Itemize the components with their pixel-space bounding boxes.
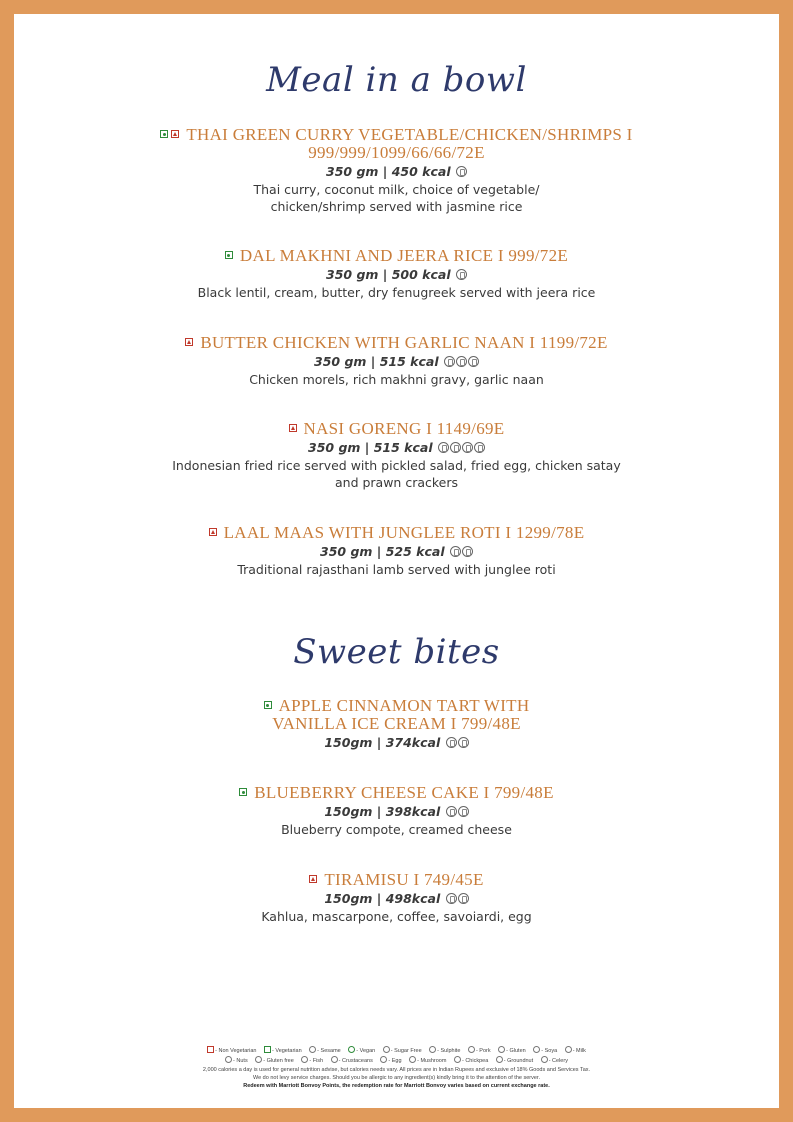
item-description: Blueberry compote, creamed cheese (281, 822, 512, 837)
diet-marks (264, 697, 275, 715)
item-meta: 150gm | 398kcal (14, 803, 779, 820)
item-meta: 350 gm | 450 kcal (14, 163, 779, 180)
section-title: Sweet bites (293, 632, 500, 672)
item-description: Kahlua, mascarpone, coffee, savoiardi, egg (261, 909, 532, 924)
item-meta: 350 gm | 525 kcal (14, 543, 779, 560)
milk-icon (565, 1046, 572, 1053)
sesame-icon (309, 1046, 316, 1053)
gluten-icon (446, 893, 457, 904)
milk-icon (446, 737, 457, 748)
item-description: Traditional rajasthani lamb served with junglee roti (237, 562, 556, 577)
menu-item (14, 784, 779, 838)
item-description: Thai curry, coconut milk, choice of vegetable/ chicken/shrimp served with jasmine rice (253, 182, 540, 214)
fish-icon (301, 1056, 308, 1063)
nonveg-icon (185, 338, 193, 346)
diet-marks (209, 524, 220, 542)
item-description: Chicken morels, rich makhni gravy, garlic naan (249, 372, 544, 387)
item-title: LAAL MAAS WITH JUNGLEE ROTI I 1299/78E (14, 524, 779, 542)
item-title: APPLE CINNAMON TART WITH VANILLA ICE CREAM I 799/48E (14, 697, 779, 733)
nonveg-icon (309, 875, 317, 883)
vegan-icon (348, 1046, 355, 1053)
egg-icon (380, 1056, 387, 1063)
chickpea-icon (454, 1056, 461, 1063)
nuts-icon (225, 1056, 232, 1063)
item-meta: 350 gm | 500 kcal (14, 266, 779, 283)
item-meta: 150gm | 374kcal (14, 734, 779, 751)
menu-item (14, 334, 779, 388)
veg-icon (225, 251, 233, 259)
item-title: THAI GREEN CURRY VEGETABLE/CHICKEN/SHRIMPS I 999/999/1099/66/66/72E (14, 126, 779, 162)
nonveg-icon (209, 528, 217, 536)
veg-icon (239, 788, 247, 796)
diet-marks (225, 247, 236, 265)
gluten-icon (450, 442, 461, 453)
celery-icon (541, 1056, 548, 1063)
menu-item (14, 871, 779, 925)
item-meta: 150gm | 498kcal (14, 890, 779, 907)
veg-icon (264, 1046, 271, 1053)
diet-marks (239, 784, 250, 802)
soya-icon (462, 442, 473, 453)
item-meta: 350 gm | 515 kcal (14, 353, 779, 370)
nuts-icon (468, 356, 479, 367)
menu-item (14, 420, 779, 491)
diet-marks (185, 334, 196, 352)
soya-icon (533, 1046, 540, 1053)
sulphite-icon (429, 1046, 436, 1053)
item-title: BUTTER CHICKEN WITH GARLIC NAAN I 1199/72E (14, 334, 779, 352)
veg-icon (264, 701, 272, 709)
menu-page (14, 14, 779, 1108)
footer-note: We do not levy service charges. Should you be allergic to any ingredient(s) kindly bring it to the attention of the server. (253, 1075, 540, 1081)
egg-icon (474, 442, 485, 453)
item-title: BLUEBERRY CHEESE CAKE I 799/48E (14, 784, 779, 802)
nonveg-icon (207, 1046, 214, 1053)
gluten-icon (462, 546, 473, 557)
redeem-note: Redeem with Marriott Bonvoy Points, the redemption rate for Marriott Bonvoy varies based on current exchange rate. (243, 1083, 550, 1089)
diet-marks (289, 420, 300, 438)
menu-item (14, 247, 779, 301)
diet-marks (160, 126, 182, 144)
item-title: DAL MAKHNI AND JEERA RICE I 999/72E (14, 247, 779, 265)
gluten-free-icon (255, 1056, 262, 1063)
fish-icon (456, 166, 467, 177)
gluten-icon (456, 356, 467, 367)
item-title: TIRAMISU I 749/45E (14, 871, 779, 889)
crustaceans-icon (331, 1056, 338, 1063)
milk-icon (444, 356, 455, 367)
nonveg-icon (171, 130, 179, 138)
item-description: Indonesian fried rice served with pickled salad, fried egg, chicken satay and prawn crackers (172, 458, 621, 490)
menu-item (14, 524, 779, 578)
mushroom-icon (409, 1056, 416, 1063)
pork-icon (468, 1046, 475, 1053)
menu-item (14, 697, 779, 751)
item-meta: 350 gm | 515 kcal (14, 439, 779, 456)
groundnut-icon (496, 1056, 503, 1063)
diet-marks (309, 871, 320, 889)
gluten-icon (458, 737, 469, 748)
footer-note: 2,000 calories a day is used for general nutrition advise, but calories needs vary. All prices are in Indian Rupees and exclusive of 18% Goods and Services Tax. (202, 1067, 591, 1073)
menu-item (14, 126, 779, 215)
sugar-free-icon (383, 1046, 390, 1053)
egg-icon (458, 893, 469, 904)
milk-icon (450, 546, 461, 557)
legend-row: - Non Vegetarian - Vegetarian - Sesame - Vegan - Sugar Free - Sulphite - Pork - Gluten - Soya - Milk (14, 1046, 779, 1056)
gluten-icon (498, 1046, 505, 1053)
nonveg-icon (289, 424, 297, 432)
milk-icon (438, 442, 449, 453)
milk-icon (446, 806, 457, 817)
legend-row: - Nuts - Gluten free - Fish - Crustaceans - Egg - Mushroom - Chickpea - Groundnut - Celery (14, 1056, 779, 1066)
item-description: Black lentil, cream, butter, dry fenugreek served with jeera rice (197, 285, 596, 300)
milk-icon (456, 269, 467, 280)
section-title: Meal in a bowl (266, 60, 527, 100)
gluten-icon (458, 806, 469, 817)
footer (14, 1046, 779, 1090)
item-title: NASI GORENG I 1149/69E (14, 420, 779, 438)
veg-icon (160, 130, 168, 138)
